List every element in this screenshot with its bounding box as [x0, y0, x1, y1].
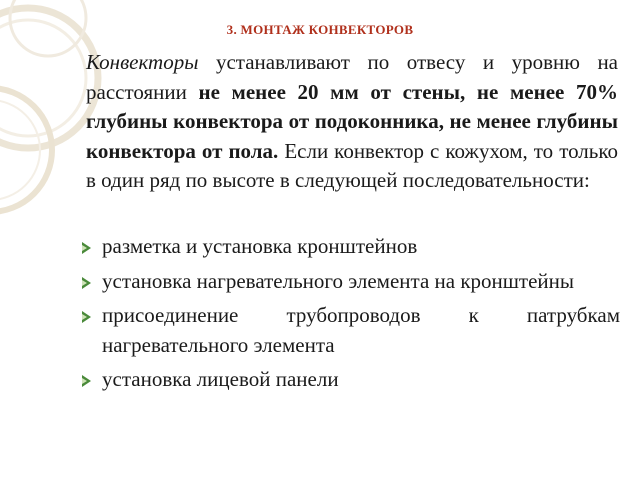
list-item-text: разметка и установка кронштейнов: [102, 234, 418, 258]
paragraph-lead: Конвекторы: [86, 50, 199, 74]
list-item: [84, 232, 620, 262]
arrow-bullet-icon: [82, 375, 91, 387]
list-item: [84, 267, 620, 297]
arrow-bullet-icon: [82, 277, 91, 289]
paragraph-bold: не менее 20 мм от стены, не менее 70% глубины конвектора от подоконника, не менее глубины конвектора от пола.: [86, 79, 618, 163]
paragraph-text-1: устанавливают по отвесу и уровню на расстоянии: [86, 50, 618, 104]
main-paragraph: [86, 48, 618, 196]
list-item: [84, 301, 620, 360]
arrow-bullet-icon: [82, 311, 91, 323]
list-item-text: установка нагревательного элемента на кронштейны: [102, 268, 575, 293]
steps-list: [84, 232, 620, 400]
slide-title: 3. МОНТАЖ КОНВЕКТОРОВ: [226, 22, 414, 37]
paragraph-text-2: Если конвектор с кожухом, то только в один ряд по высоте в следующей последовательности:: [86, 138, 619, 192]
arrow-bullet-icon: [82, 242, 91, 254]
list-item: [84, 365, 620, 395]
list-item-text: установка лицевой панели: [102, 367, 339, 391]
list-item-text: присоединение трубопроводов к патрубкам нагревательного элемента: [102, 303, 620, 357]
